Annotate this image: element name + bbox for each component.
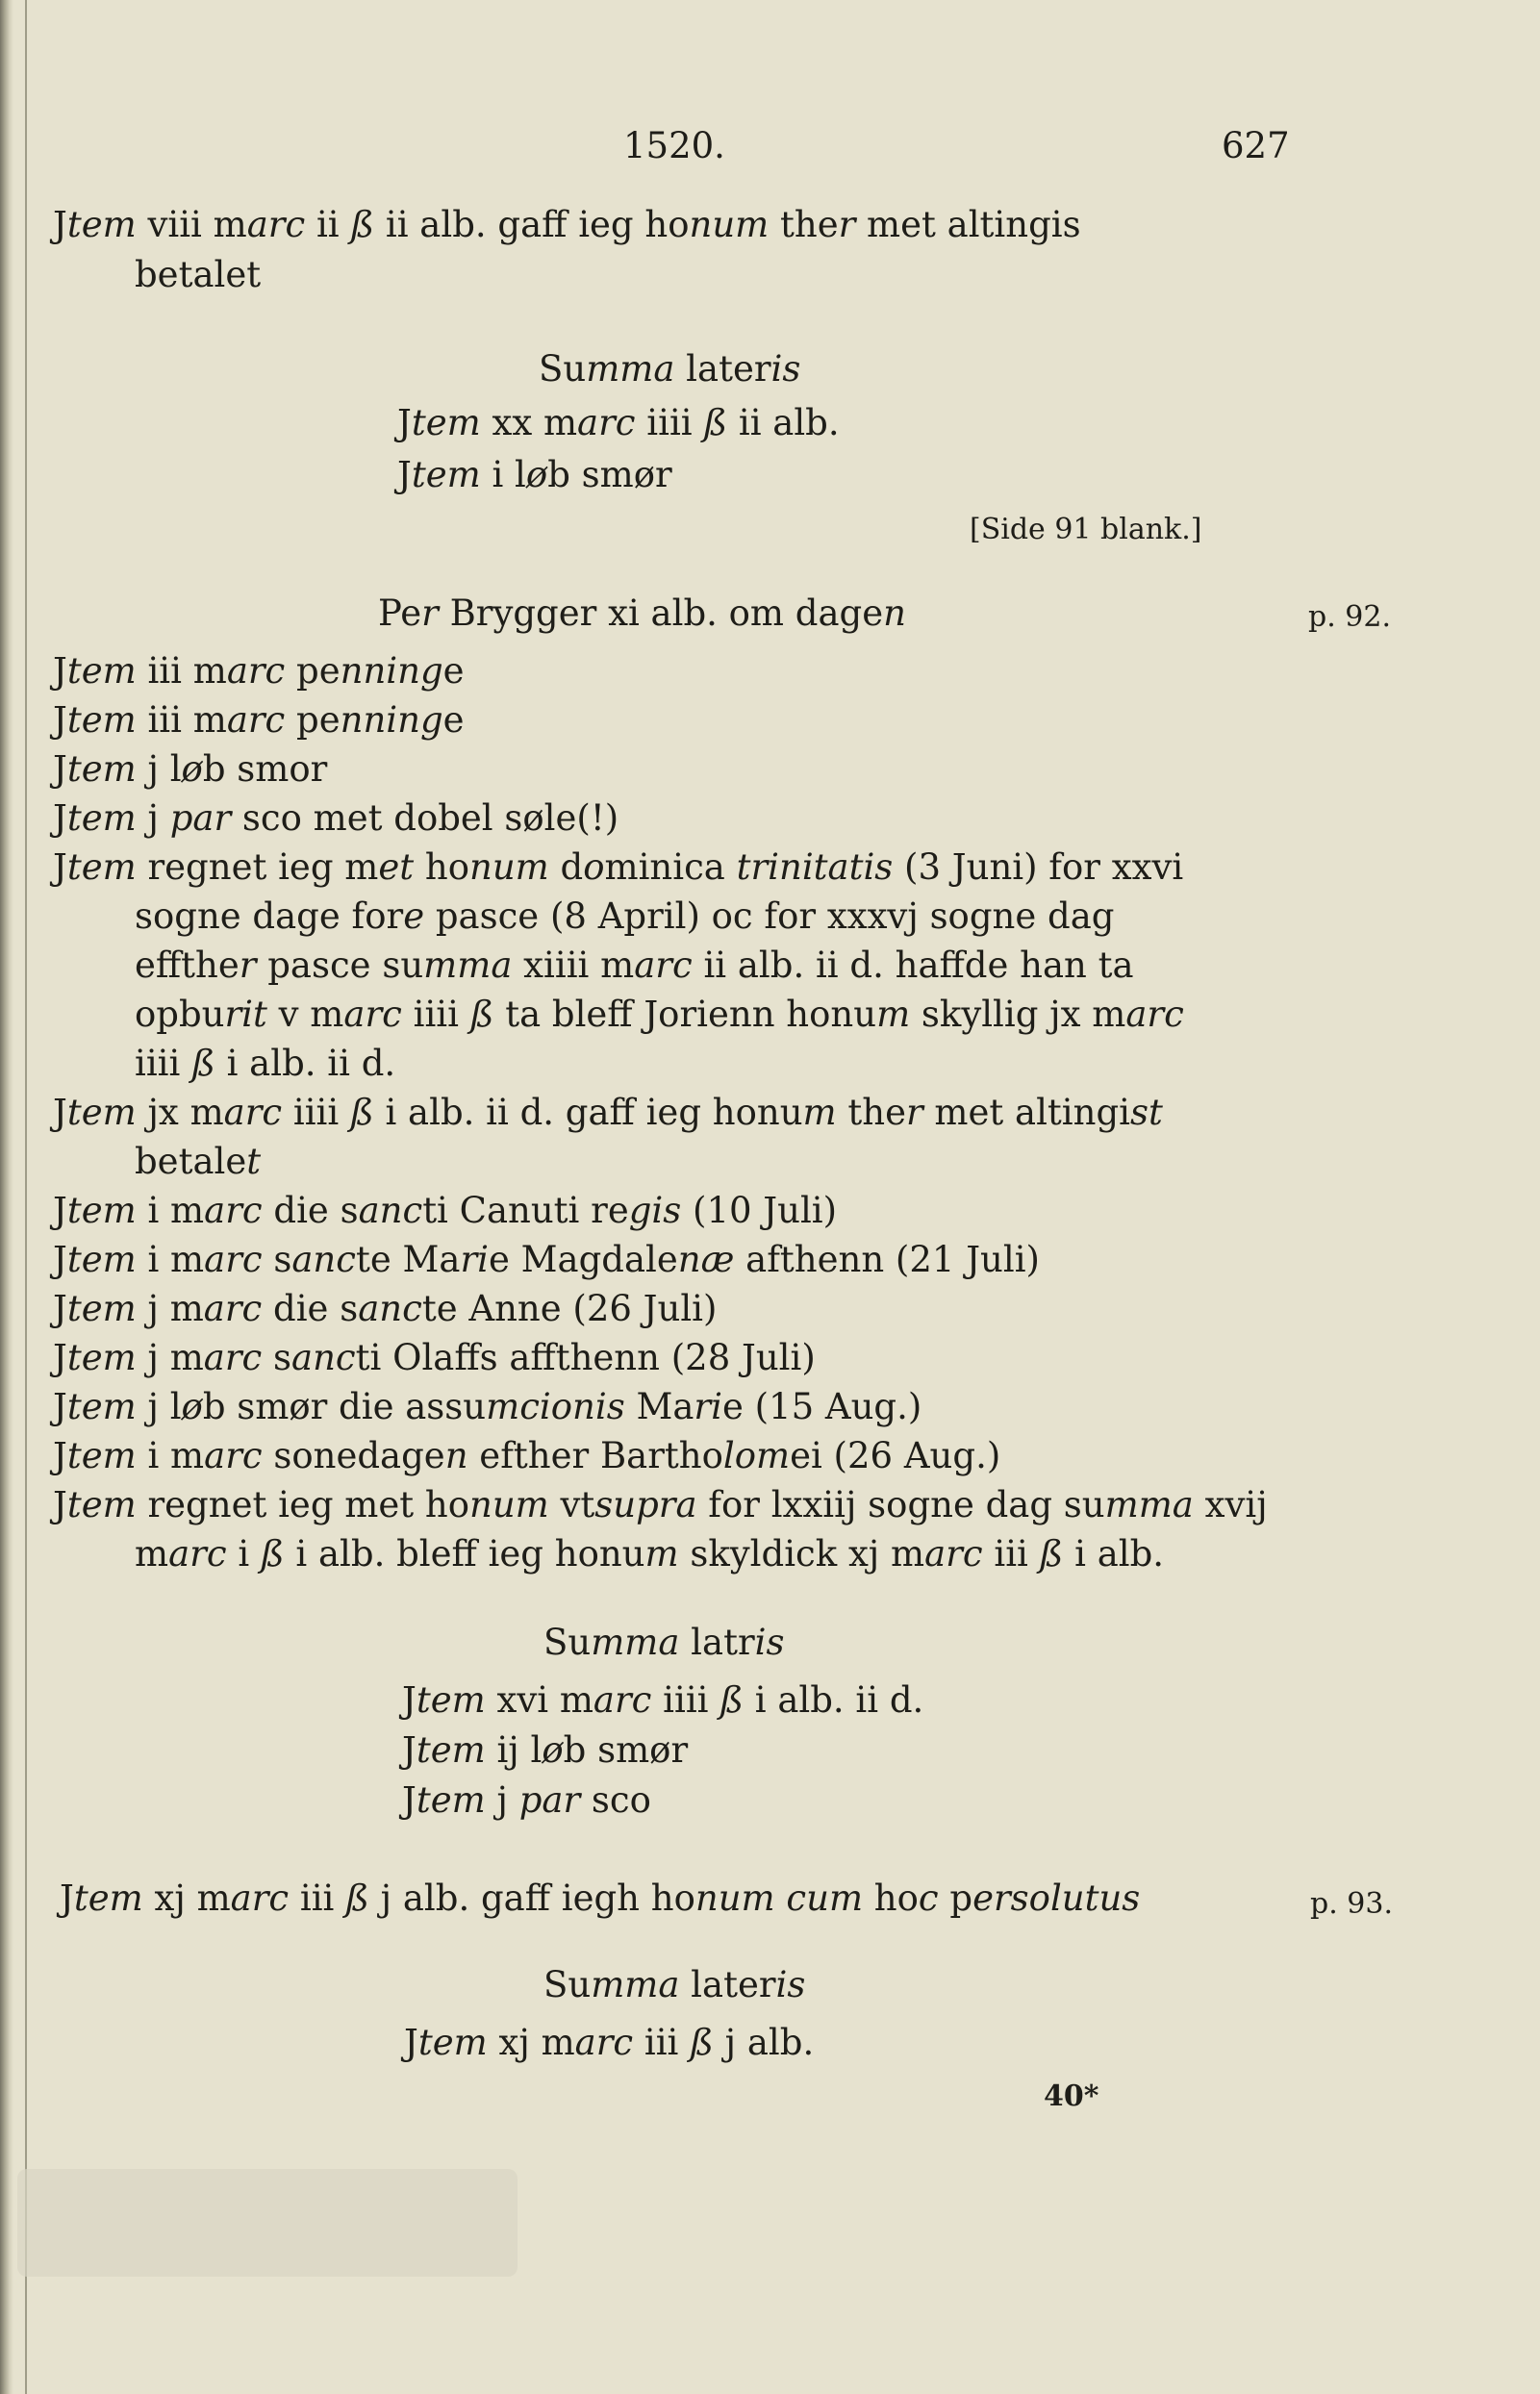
text-run: ii alb. ii d. haffde han ta	[692, 945, 1134, 986]
italic-expansion: m	[644, 1533, 679, 1575]
text-run: ei (26 Aug.)	[790, 1435, 1001, 1476]
text-run: i l	[480, 454, 526, 495]
italic-expansion: arc	[168, 1533, 227, 1575]
entry-line	[135, 945, 1134, 987]
text-run: jx m	[136, 1092, 224, 1133]
italic-expansion: tem	[66, 1190, 137, 1231]
text-run: s	[262, 1239, 292, 1280]
text-run: opbu	[135, 994, 225, 1035]
section-heading	[378, 592, 906, 635]
italic-expansion: n	[883, 592, 906, 634]
text-run: regnet ieg met ho	[136, 1484, 469, 1525]
text-run: j m	[136, 1337, 204, 1378]
text-run: sonedage	[262, 1435, 445, 1476]
text-run: J	[53, 699, 67, 741]
italic-expansion: arc	[574, 2022, 634, 2063]
signature-mark: 40*	[1044, 2079, 1099, 2113]
text-run: v m	[266, 994, 344, 1035]
text-run: ho	[414, 846, 469, 888]
text-run: J	[53, 650, 67, 692]
running-header-page-number: 627	[1222, 125, 1290, 166]
italic-expansion: n	[444, 1435, 468, 1476]
italic-expansion: is	[775, 1964, 806, 2005]
italic-expansion: tem	[411, 402, 481, 443]
summa-line	[402, 1729, 688, 1772]
italic-expansion: arc	[226, 650, 286, 692]
text-run: Su	[539, 348, 587, 390]
text-run: vt	[548, 1484, 595, 1525]
paper-stain	[17, 2169, 518, 2277]
text-run: betalet	[135, 254, 262, 295]
italic-expansion: r	[421, 592, 439, 634]
text-run: J	[53, 1337, 67, 1378]
text-run: J	[53, 797, 67, 839]
text-run: te Ma	[356, 1239, 461, 1280]
italic-expansion: tem	[66, 1484, 137, 1525]
text-run: i alb. ii d. gaff ieg honu	[373, 1092, 803, 1133]
text-run: Pe	[378, 592, 422, 634]
italic-expansion: trinitatis	[736, 846, 894, 888]
italic-expansion: r	[905, 1092, 923, 1133]
italic-expansion: arc	[203, 1288, 263, 1329]
italic-expansion: par	[518, 1779, 581, 1821]
text-run: b smør die assu	[202, 1386, 487, 1427]
summa-heading	[543, 1964, 805, 2006]
italic-expansion: mma	[586, 348, 675, 390]
text-run: J	[397, 402, 412, 443]
text-run: the	[836, 1092, 906, 1133]
text-run: xiiii m	[512, 945, 635, 986]
italic-expansion: tem	[416, 1679, 486, 1721]
entry-line	[135, 994, 1184, 1036]
italic-expansion: ß	[345, 1877, 369, 1919]
text-run: J	[397, 454, 412, 495]
italic-expansion: st	[1130, 1092, 1163, 1133]
text-run: iii	[633, 2022, 691, 2063]
italic-expansion: tem	[66, 1239, 137, 1280]
text-run: p	[938, 1877, 973, 1919]
text-run: for lxxiij sogne dag su	[696, 1484, 1105, 1525]
italic-expansion: rit	[224, 994, 267, 1035]
text-run: J	[53, 1386, 67, 1427]
text-run: J	[53, 846, 67, 888]
text-run: j m	[136, 1288, 204, 1329]
text-run: J	[53, 1484, 67, 1525]
text-run: Su	[543, 1964, 592, 2005]
page-edge-line	[25, 0, 27, 2394]
text-run: regnet ieg m	[136, 846, 379, 888]
italic-expansion: tem	[66, 1337, 137, 1378]
italic-expansion: tem	[66, 1288, 137, 1329]
italic-expansion: nning	[340, 699, 443, 741]
entry-line	[135, 895, 1114, 938]
summa-line	[397, 402, 840, 444]
italic-expansion: gis	[628, 1190, 682, 1231]
text-run: iiii	[135, 1043, 192, 1084]
italic-expansion: e	[403, 895, 425, 937]
italic-expansion: næ	[677, 1239, 735, 1280]
italic-expansion: tem	[66, 1092, 137, 1133]
text-run: later	[679, 1964, 776, 2005]
text-run: j alb.	[713, 2022, 815, 2063]
text-run: J	[53, 204, 67, 245]
italic-expansion: tem	[66, 1435, 137, 1476]
text-run: Su	[543, 1622, 592, 1663]
italic-expansion: ri	[694, 1386, 722, 1427]
text-run: Brygger xi alb. om dage	[438, 592, 884, 634]
italic-expansion: tem	[66, 204, 137, 245]
italic-expansion: arc	[343, 994, 402, 1035]
summa-line	[402, 1679, 923, 1722]
text-run: J	[53, 1092, 67, 1133]
text-run: met altingi	[922, 1092, 1130, 1133]
italic-expansion: arc	[204, 1239, 263, 1280]
italic-expansion: tem	[416, 1779, 486, 1821]
text-run: iii	[982, 1533, 1040, 1575]
entry-line	[53, 1288, 717, 1330]
italic-expansion: mma	[591, 1622, 680, 1663]
text-run: e Magdale	[489, 1239, 678, 1280]
entry-line	[53, 699, 465, 742]
text-run: i alb.	[1063, 1533, 1165, 1575]
summa-heading	[539, 348, 800, 391]
italic-expansion: cum	[786, 1877, 864, 1919]
text-run: iiii	[651, 1679, 720, 1721]
italic-expansion: ß	[720, 1679, 744, 1721]
text-run: j l	[136, 748, 182, 790]
summa-line	[404, 2022, 814, 2064]
text-run: ho	[863, 1877, 919, 1919]
text-run: skyllig jx m	[910, 994, 1126, 1035]
italic-expansion: t	[246, 1141, 262, 1182]
italic-expansion: tem	[66, 699, 137, 741]
text-run: d	[548, 846, 584, 888]
italic-expansion: m	[876, 994, 911, 1035]
italic-expansion: anc	[291, 1239, 356, 1280]
italic-expansion: arc	[924, 1533, 983, 1575]
italic-expansion: tem	[66, 846, 137, 888]
italic-expansion: tem	[417, 2022, 488, 2063]
text-run: xx m	[480, 402, 578, 443]
italic-expansion: ß	[703, 402, 728, 443]
italic-expansion: ß	[349, 1092, 374, 1133]
text-run: pe	[285, 699, 341, 741]
italic-expansion: arc	[204, 1435, 263, 1476]
text-run: efther Bartho	[467, 1435, 723, 1476]
entry-line	[53, 1337, 816, 1379]
italic-expansion: arc	[577, 402, 636, 443]
italic-expansion: et	[378, 846, 415, 888]
text-run: J	[402, 1679, 417, 1721]
text-run: e	[442, 650, 465, 692]
italic-expansion: nning	[340, 650, 443, 692]
italic-expansion: ø	[181, 1386, 203, 1427]
entry-line	[53, 1484, 1268, 1526]
page-binding-edge	[0, 0, 13, 2394]
text-run: pasce su	[256, 945, 424, 986]
italic-expansion: num	[694, 1877, 775, 1919]
italic-expansion: lom	[722, 1435, 791, 1476]
italic-expansion: mcionis	[486, 1386, 625, 1427]
text-run: Ma	[624, 1386, 694, 1427]
italic-expansion: tem	[416, 1729, 486, 1771]
text-run: i alb. ii d.	[743, 1679, 924, 1721]
running-header-year: 1520.	[623, 125, 725, 166]
italic-expansion: num	[469, 846, 549, 888]
entry-line	[53, 1239, 1040, 1281]
text-run: pasce (8 April) oc for xxxvj sogne dag	[424, 895, 1115, 937]
text-run: m	[135, 1533, 169, 1575]
text-run: ta bleff Jorienn honu	[493, 994, 877, 1035]
text-run: iiii	[282, 1092, 350, 1133]
text-run: pe	[285, 650, 341, 692]
text-run: iii	[289, 1877, 346, 1919]
text-run: j	[136, 797, 170, 839]
text-run: J	[53, 1190, 67, 1231]
italic-expansion: ø	[542, 1729, 564, 1771]
text-run: J	[53, 1288, 67, 1329]
text-run: xj m	[487, 2022, 575, 2063]
text-run: ti Olaffs affthenn (28 Juli)	[355, 1337, 816, 1378]
italic-expansion: anc	[291, 1337, 356, 1378]
italic-expansion: ß	[350, 204, 375, 245]
entry-line	[53, 1435, 1000, 1477]
italic-expansion: arc	[226, 699, 286, 741]
italic-expansion: is	[754, 1622, 785, 1663]
italic-expansion: ß	[1039, 1533, 1064, 1575]
italic-expansion: tem	[66, 1386, 137, 1427]
italic-expansion: ß	[191, 1043, 215, 1084]
summa-heading	[543, 1622, 784, 1664]
text-run: e (15 Aug.)	[721, 1386, 922, 1427]
summa-line	[402, 1779, 651, 1822]
text-run: die s	[262, 1190, 359, 1231]
text-run: ij l	[485, 1729, 543, 1771]
italic-expansion: tem	[66, 650, 137, 692]
italic-expansion: mma	[1104, 1484, 1194, 1525]
text-run: xj m	[142, 1877, 231, 1919]
italic-expansion: c	[918, 1877, 939, 1919]
entry-line	[135, 1043, 395, 1085]
text-run: i alb. ii d.	[215, 1043, 396, 1084]
text-run: j	[485, 1779, 519, 1821]
entry-line	[53, 650, 465, 693]
summa-line	[397, 454, 672, 496]
text-run: sco	[580, 1779, 651, 1821]
text-run: i alb. bleff ieg honu	[284, 1533, 645, 1575]
italic-expansion: tem	[73, 1877, 143, 1919]
italic-expansion: arc	[593, 1679, 652, 1721]
text-run: sogne dage for	[135, 895, 404, 937]
text-run	[775, 1877, 787, 1919]
italic-expansion: r	[838, 204, 856, 245]
text-run: sco met dobel søle(!)	[231, 797, 619, 839]
italic-expansion: tem	[66, 797, 137, 839]
entry-line	[53, 1386, 921, 1428]
italic-expansion: arc	[230, 1877, 290, 1919]
italic-expansion: num	[468, 1484, 549, 1525]
italic-expansion: arc	[223, 1092, 283, 1133]
text-run: ii alb.	[727, 402, 840, 443]
text-run: xvij	[1193, 1484, 1268, 1525]
entry-line	[60, 1877, 1140, 1920]
italic-expansion: is	[770, 348, 801, 390]
text-run: (3 Juni) for xxvi	[893, 846, 1184, 888]
italic-expansion: arc	[246, 204, 306, 245]
text-run: b smor	[202, 748, 328, 790]
text-run: met altingis	[855, 204, 1081, 245]
text-run: J	[404, 2022, 418, 2063]
italic-expansion: mma	[591, 1964, 680, 2005]
text-run: J	[53, 1435, 67, 1476]
italic-expansion: r	[239, 945, 257, 986]
text-run: iiii	[401, 994, 470, 1035]
text-run: b smør	[547, 454, 672, 495]
text-run: ii	[305, 204, 351, 245]
text-run: i m	[136, 1435, 205, 1476]
text-run: s	[262, 1337, 292, 1378]
page-reference: p. 93.	[1310, 1887, 1393, 1921]
text-run: iiii	[635, 402, 704, 443]
italic-expansion: m	[802, 1092, 837, 1133]
italic-expansion: arc	[1125, 994, 1184, 1035]
text-run: xvi m	[485, 1679, 593, 1721]
text-run: skyldick xj m	[678, 1533, 925, 1575]
text-run: iii m	[136, 699, 227, 741]
text-run: ti Canuti re	[422, 1190, 629, 1231]
italic-expansion: o	[583, 846, 605, 888]
text-run: j l	[136, 1386, 182, 1427]
text-run: te Anne (26 Juli)	[421, 1288, 718, 1329]
text-run: b smør	[563, 1729, 689, 1771]
italic-expansion: tem	[66, 748, 137, 790]
text-run: later	[674, 348, 771, 390]
italic-expansion: num	[689, 204, 770, 245]
text-run: J	[402, 1779, 417, 1821]
italic-expansion: ø	[181, 748, 203, 790]
page-reference: p. 92.	[1308, 600, 1391, 634]
entry-line	[135, 1141, 261, 1183]
text-run: J	[53, 1239, 67, 1280]
text-run: e	[442, 699, 465, 741]
italic-expansion: anc	[358, 1190, 423, 1231]
text-run: the	[769, 204, 839, 245]
blank-page-note: [Side 91 blank.]	[970, 513, 1202, 546]
text-run: iii m	[136, 650, 227, 692]
text-run: J	[402, 1729, 417, 1771]
italic-expansion: ß	[260, 1533, 285, 1575]
italic-expansion: mma	[423, 945, 513, 986]
italic-expansion: ø	[525, 454, 548, 495]
text-run: betale	[135, 1141, 247, 1182]
text-run: afthenn (21 Juli)	[734, 1239, 1040, 1280]
italic-expansion: supra	[594, 1484, 697, 1525]
italic-expansion: arc	[203, 1337, 263, 1378]
text-run: ii alb. gaff ieg ho	[374, 204, 690, 245]
italic-expansion: ri	[460, 1239, 490, 1280]
text-run: J	[60, 1877, 74, 1919]
text-run: die s	[262, 1288, 359, 1329]
text-run: i m	[136, 1190, 205, 1231]
italic-expansion: ß	[690, 2022, 714, 2063]
entry-line	[53, 1092, 1163, 1134]
entry-line	[53, 846, 1183, 889]
italic-expansion: ß	[469, 994, 494, 1035]
text-run: j alb. gaff iegh ho	[368, 1877, 695, 1919]
text-run: i	[226, 1533, 261, 1575]
text-run: effthe	[135, 945, 240, 986]
text-run: latr	[679, 1622, 755, 1663]
italic-expansion: arc	[204, 1190, 263, 1231]
entry-line	[53, 797, 619, 840]
italic-expansion: tem	[411, 454, 481, 495]
entry-line	[135, 254, 261, 296]
entry-line	[53, 748, 327, 791]
italic-expansion: ersolutus	[972, 1877, 1141, 1919]
text-run: minica	[604, 846, 737, 888]
text-run: J	[53, 748, 67, 790]
text-run: (10 Juli)	[681, 1190, 838, 1231]
entry-line	[53, 204, 1081, 246]
entry-line	[135, 1533, 1164, 1575]
entry-line	[53, 1190, 837, 1232]
italic-expansion: anc	[358, 1288, 422, 1329]
text-run: i m	[136, 1239, 205, 1280]
text-run: viii m	[136, 204, 247, 245]
italic-expansion: arc	[634, 945, 693, 986]
italic-expansion: par	[169, 797, 232, 839]
